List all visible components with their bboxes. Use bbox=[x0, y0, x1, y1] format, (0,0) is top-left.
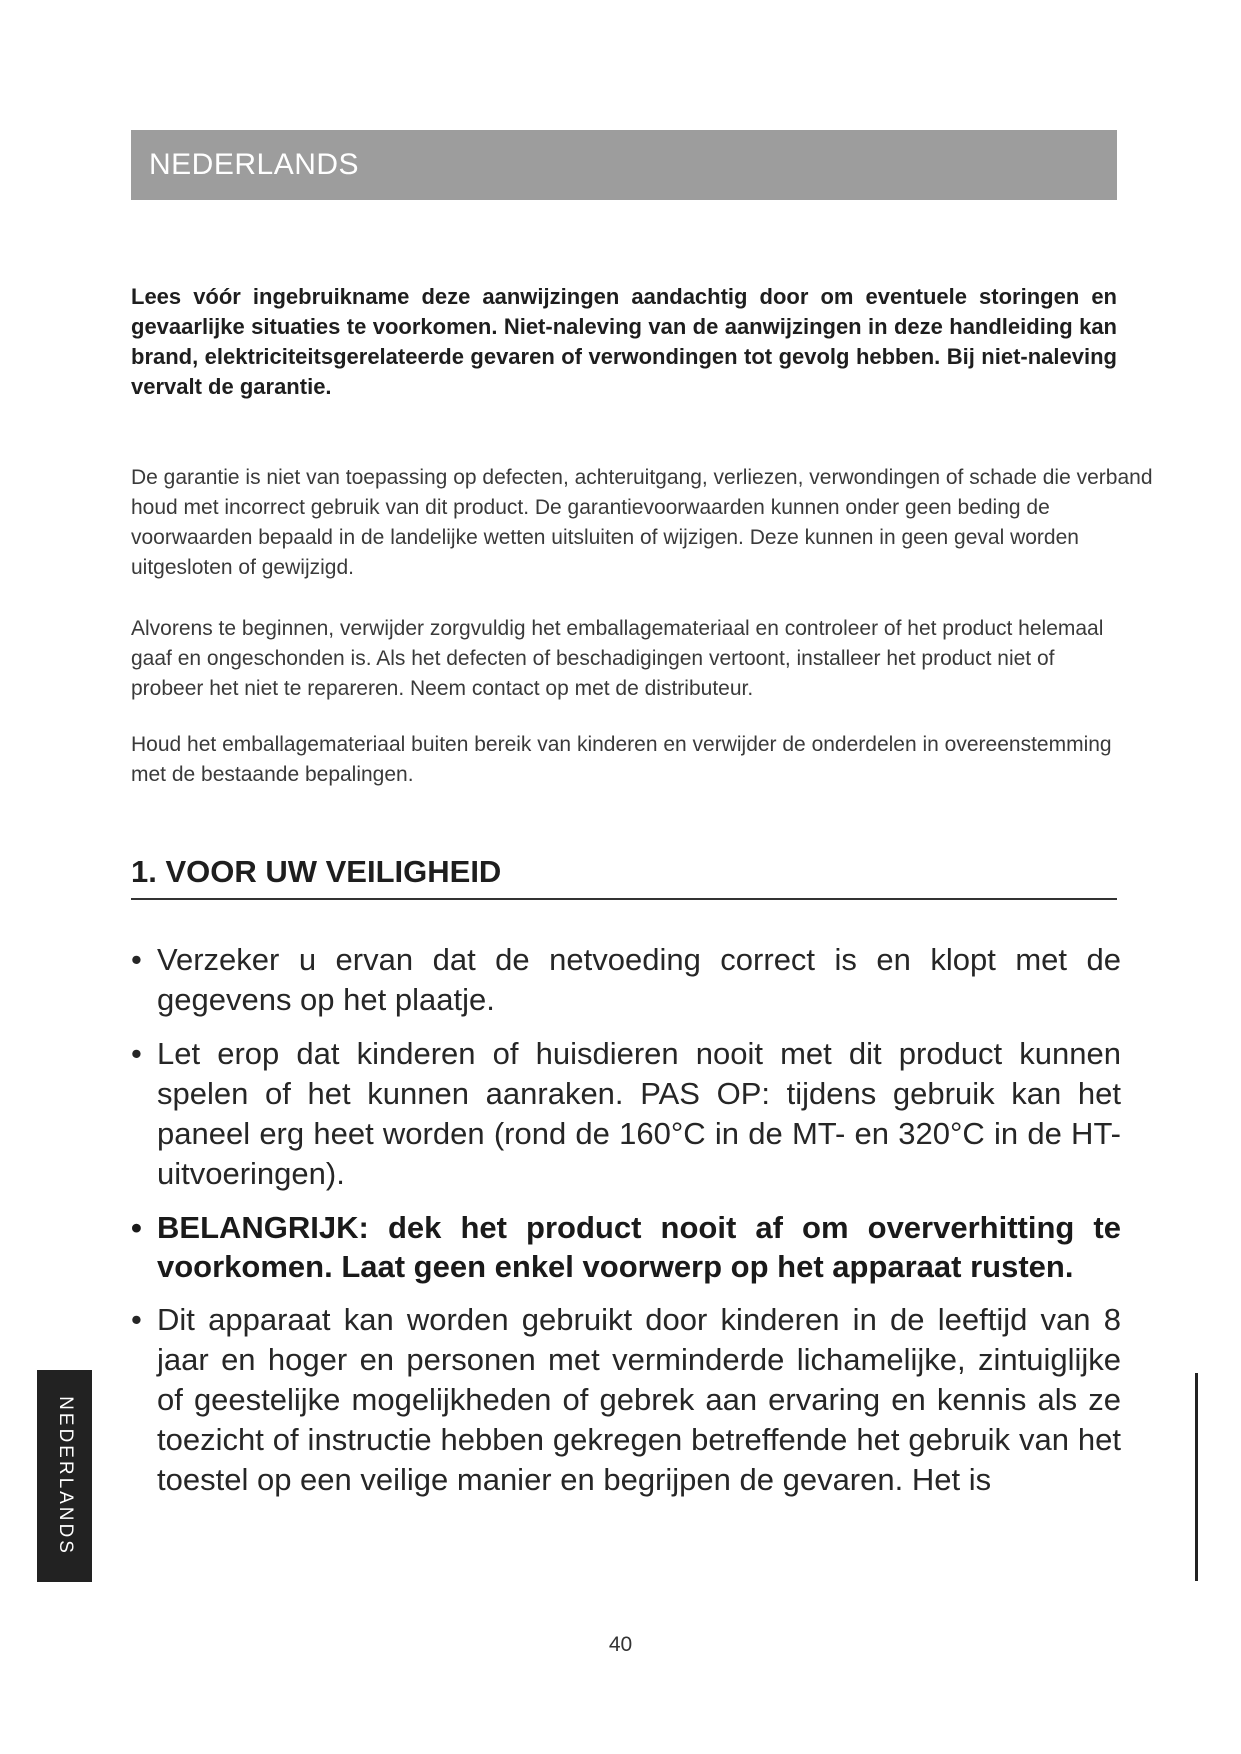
language-side-tab bbox=[37, 1370, 92, 1582]
bullet-dot-icon: • bbox=[131, 942, 142, 977]
language-header-bar bbox=[131, 130, 1117, 200]
side-tab-label: NEDERLANDS bbox=[54, 1396, 76, 1556]
section-divider bbox=[131, 898, 1117, 900]
warranty-paragraph: De garantie is niet van toepassing op defecten, achteruitgang, verliezen, verwondingen of schade die verband houd met incorrect gebruik van dit product. De garantievoorwaarden kunnen onder geen beding de voorwaarden bepaald in de landelijke wetten uitsluiten of wijzigen. Deze kunnen in geen geval worden uitgesloten of gewijzigd. bbox=[131, 466, 1153, 579]
bullet-item bbox=[131, 1300, 1121, 1500]
bullet-text: BELANGRIJK: dek het product nooit af om oververhitting te voorkomen. Laat geen enkel voorwerp op het apparaat rusten. bbox=[157, 1210, 1121, 1284]
bullet-text: Let erop dat kinderen of huisdieren nooit met dit product kunnen spelen of het kunnen aanraken. PAS OP: tijdens gebruik kan het paneel erg heet worden (rond de 160°C in de MT- en 320°C in de HT-uitvoeringen). bbox=[157, 1036, 1121, 1191]
bullet-dot-icon: • bbox=[131, 1302, 142, 1337]
bullet-text: Dit apparaat kan worden gebruikt door kinderen in de leeftijd van 8 jaar en hoger en personen met verminderde lichamelijke, zintuiglijke of geestelijke mogelijkheden of gebrek aan ervaring en kennis als ze toezicht of instructie hebben gekregen betreffende het gebruik van het toestel op een veilige manier en begrijpen de gevaren. Het is bbox=[157, 1302, 1121, 1497]
bullet-item bbox=[131, 1034, 1121, 1194]
bullet-item bbox=[131, 940, 1121, 1020]
language-header-title: NEDERLANDS bbox=[149, 148, 360, 181]
unpacking-paragraph: Alvorens te beginnen, verwijder zorgvuldig het emballagemateriaal en controleer of het product helemaal gaaf en ongeschonden is. Als het defecten of beschadigingen vertoont, installeer het product niet of probeer het niet te repareren. Neem contact op met de distributeur. bbox=[131, 617, 1104, 700]
packaging-disposal-paragraph: Houd het emballagemateriaal buiten bereik van kinderen en verwijder de onderdelen in overeenstemming met de bestaande bepalingen. bbox=[131, 733, 1112, 786]
intro-warning-text: Lees vóór ingebruikname deze aanwijzingen aandachtig door om eventuele storingen en gevaarlijke situaties te voorkomen. Niet-naleving van de aanwijzingen in deze handleiding kan brand, elektriciteitsgerelateerde gevaren of verwondingen tot gevolg hebben. Bij niet-naleving vervalt de garantie. bbox=[131, 284, 1117, 399]
page-number: 40 bbox=[608, 1633, 633, 1656]
bullet-item-important bbox=[131, 1208, 1121, 1286]
bullet-text: Verzeker u ervan dat de netvoeding correct is en klopt met de gegevens op het plaatje. bbox=[157, 942, 1121, 1017]
bullet-dot-icon: • bbox=[131, 1210, 142, 1245]
right-margin-rule bbox=[1195, 1373, 1198, 1581]
bullet-dot-icon: • bbox=[131, 1036, 142, 1071]
section-title: 1. VOOR UW VEILIGHEID bbox=[131, 854, 502, 889]
safety-bullet-list bbox=[131, 940, 1121, 1514]
